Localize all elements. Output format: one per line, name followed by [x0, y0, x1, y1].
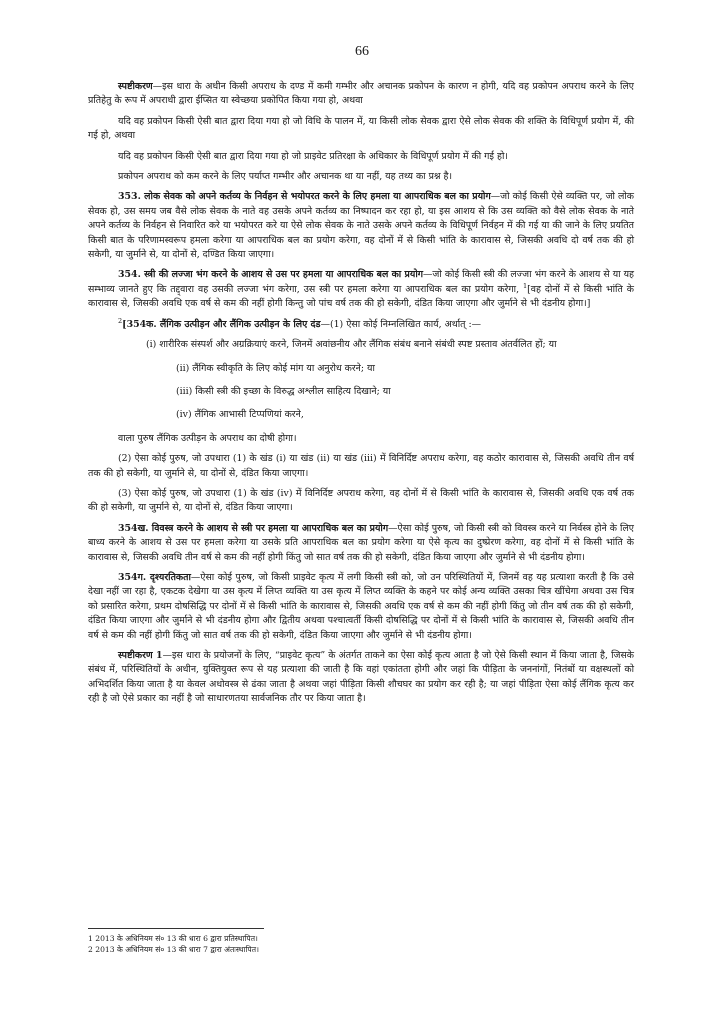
section-354a: $^2$[354क. लैंगिक उत्पीड़न और लैंगिक उत्पीड़न के लिए दंड—(1) ऐसा कोई निम्नलिखित कार्य, अर्थात् :—	[118, 316, 482, 330]
paragraph: प्रकोपन अपराध को कम करने के लिए पर्याप्त गम्भीर और अचानक था या नहीं, यह तथ्य का प्रश्न है।	[118, 171, 453, 183]
paragraph: वाला पुरुष लैंगिक उत्पीड़न के अपराध का दोषी होगा।	[118, 432, 297, 444]
page-body	[88, 80, 634, 713]
section-heading: 354ग. दृश्यरतिकता	[118, 571, 191, 583]
footnote-ref: 1	[522, 281, 528, 290]
footnote-divider	[88, 928, 264, 929]
section-heading: [354क. लैंगिक उत्पीड़न और लैंगिक उत्पीड़न के लिए दंड	[122, 318, 321, 330]
clause-item: (i) शारीरिक संस्पर्श और अग्रक्रियाएं करने, जिनमें अवांछनीय और लैंगिक संबंध बनाने संबंधी स्पष्ट प्रस्ताव अंतर्वलित हों; या	[146, 339, 557, 351]
paragraph: (2) ऐसा कोई पुरुष, जो उपधारा (1) के खंड (i) या खंड (ii) या खंड (iii) में विनिर्दिष्ट अपराध करेगा, वह कठोर कारावास से, जिसकी अवधि तीन वर्ष तक की हो सकेगी, या जुर्माने से, या दोनों से, दंडित किया जाएगा।	[88, 453, 634, 479]
paragraph: यदि वह प्रकोपन किसी ऐसी बात द्वारा दिया गया हो जो प्राइवेट प्रतिरक्षा के अधिकार के विधिपूर्ण प्रयोग में की गई हो।	[118, 150, 508, 162]
section-354c: 354ग. दृश्यरतिकता—ऐसा कोई पुरुष, जो किसी प्राइवेट कृत्य में लगी किसी स्त्री को, जो उन परिस्थितियों में, जिनमें वह यह प्रत्याशा करती है कि उसे देखा नहीं जा रहा है, एकटक देखेगा या उस कृत्य में लिप्त व्यक्ति या उस कृत्य में लिप्त व्यक्ति के कहने पर कोई अन्य व्यक्ति उसका चित्र खींचेगा अथवा उस चित्र को प्रसारित करेगा, प्रथम दोषसिद्धि पर दोनों में से किसी भांति के कारावास से, जिसकी अवधि एक वर्ष से कम की नहीं होगी किंतु जो तीन वर्ष तक की हो सकेगी, दंडित किया जाएगा और जुर्माने से भी दंडनीय होगा और द्वितीय अथवा पश्चात्वर्ती किसी दोषसिद्धि पर दोनों में से किसी भांति के कारावास से, जिसकी अवधि तीन वर्ष से कम की नहीं होगी किंतु जो सात वर्ष तक की हो सकेगी, दंडित किया जाएगा और जुर्माने से भी दंडनीय होगा।	[88, 571, 634, 641]
clause-item: (iii) किसी स्त्री की इच्छा के विरुद्ध अश्लील साहित्य दिखाने; या	[176, 385, 391, 397]
section-354: 354. स्त्री की लज्जा भंग करने के आशय से उस पर हमला या आपराधिक बल का प्रयोग—जो कोई किसी स्त्री की लज्जा भंग करने के आशय से या यह सम्भाव्य जानते हुए कि तद्द्वारा वह उसकी लज्जा भंग करेगा, उस स्त्री पर हमला करेगा या आपराधिक बल का प्रयोग करेगा, $^1$[वह दोनों में से किसी भांति के कारावास से, जिसकी अवधि एक वर्ष से कम की नहीं होगी किन्तु जो पांच वर्ष तक की हो सकेगी, दंडित किया जाएगा और जुर्माने से भी दंडनीय होगा।]	[88, 269, 635, 310]
section-354b: 354ख. विवस्त्र करने के आशय से स्त्री पर हमला या आपराधिक बल का प्रयोग—ऐसा कोई पुरुष, जो किसी स्त्री को विवस्त्र करने या निर्वस्त्र होने के लिए बाध्य करने के आशय से उस पर हमला करेगा या उसके प्रति आपराधिक बल का प्रयोग करेगा या ऐसे कृत्य का दुष्प्रेरण करेगा, वह दोनों में से किसी भांति के कारावास से, जिसकी अवधि तीन वर्ष से कम की नहीं होगी किंतु जो सात वर्ष तक की हो सकेगी, दंडित किया जाएगा और जुर्माने से भी दंडनीय होगा।	[88, 522, 634, 563]
footnote: 1 2013 के अधिनियम सं० 13 की धारा 6 द्वारा प्रतिस्थापित।	[88, 934, 258, 943]
page-number: 66	[355, 44, 369, 59]
section-heading: 353. लोक सेवक को अपने कर्तव्य के निर्वहन से भयोपरत करने के लिए हमला या आपराधिक बल का प्रयोग	[118, 191, 491, 203]
footnotes	[88, 933, 634, 955]
clause-item: (iv) लैंगिक आभासी टिप्पणियां करने,	[176, 409, 304, 421]
clause-item: (ii) लैंगिक स्वीकृति के लिए कोई मांग या अनुरोध करने; या	[176, 362, 375, 374]
explanation-1: स्पष्टीकरण 1—इस धारा के प्रयोजनों के लिए, “प्राइवेट कृत्य” के अंतर्गत ताकने का ऐसा कोई कृत्य आता है जो ऐसे किसी स्थान में किया जाता है, जिसके संबंध में, परिस्थितियों के अधीन, युक्तियुक्त रूप से यह प्रत्याशा की जाती है कि वहां एकांतता होगी और जहां कि पीड़िता के जननांगों, नितंबों या वक्षस्थलों को अभिदर्शित किया जाता है या केवल अधोवस्त्र से ढंका जाता है अथवा जहां पीड़िता किसी शौचघर का प्रयोग कर रही है; या जहां पीड़िता ऐसा कोई लैंगिक कृत्य कर रही है जो ऐसे प्रकार का नहीं है जो साधारणतया सार्वजनिक तौर पर किया जाता है।	[88, 650, 634, 705]
explanation-paragraph: स्पष्टीकरण—इस धारा के अधीन किसी अपराध के दण्ड में कमी गम्भीर और अचानक प्रकोपन के कारण न होगी, यदि वह प्रकोपन अपराध करने के लिए प्रतिहेतु के रूप में अपराधी द्वारा ईप्सित या स्वेच्छया प्रकोपित किया गया हो, अथवा	[88, 81, 634, 107]
section-heading: 354ख. विवस्त्र करने के आशय से स्त्री पर हमला या आपराधिक बल का प्रयोग	[118, 522, 389, 534]
footnote-ref: 2	[118, 316, 123, 325]
footnote: 2 2013 के अधिनियम सं० 13 की धारा 7 द्वारा अंतःस्थापित।	[88, 945, 259, 954]
paragraph: यदि वह प्रकोपन किसी ऐसी बात द्वारा दिया गया हो जो विधि के पालन में, या किसी लोक सेवक द्वारा ऐसे लोक सेवक की शक्ति के विधिपूर्ण प्रयोग में, की गई हो, अथवा	[88, 115, 634, 142]
explanation-heading: स्पष्टीकरण 1	[118, 650, 163, 661]
section-heading: 354. स्त्री की लज्जा भंग करने के आशय से उस पर हमला या आपराधिक बल का प्रयोग	[118, 269, 424, 281]
explanation-heading: स्पष्टीकरण	[118, 81, 153, 92]
section-353: 353. लोक सेवक को अपने कर्तव्य के निर्वहन से भयोपरत करने के लिए हमला या आपराधिक बल का प्रयोग—जो कोई किसी ऐसे व्यक्ति पर, जो लोक सेवक हो, उस समय जब वैसे लोक सेवक के नाते वह उसके अपने कर्तव्य का निष्पादन कर रहा हो, या इस आशय से कि उस व्यक्ति को वैसे लोक सेवक के नाते अपने कर्तव्य के निर्वहन से निवारित करे या भयोपरत करे या ऐसे लोक सेवक के नाते उसके अपने कर्तव्य के विधिपूर्ण निर्वहन में की गई या की जाने के लिए प्रयतित किसी बात के परिणामस्वरूप हमला करेगा या आपराधिक बल का प्रयोग करेगा, वह दोनों में से किसी भांति के कारावास से, जिसकी अवधि दो वर्ष तक की हो सकेगी, या जुर्माने से, या दोनों से, दण्डित किया जाएगा।	[88, 191, 634, 261]
paragraph: (3) ऐसा कोई पुरुष, जो उपधारा (1) के खंड (iv) में विनिर्दिष्ट अपराध करेगा, वह दोनों में से किसी भांति के कारावास से, जिसकी अवधि एक वर्ष तक की हो सकेगी, या जुर्माने से, या दोनों से, दंडित किया जाएगा।	[88, 487, 634, 514]
